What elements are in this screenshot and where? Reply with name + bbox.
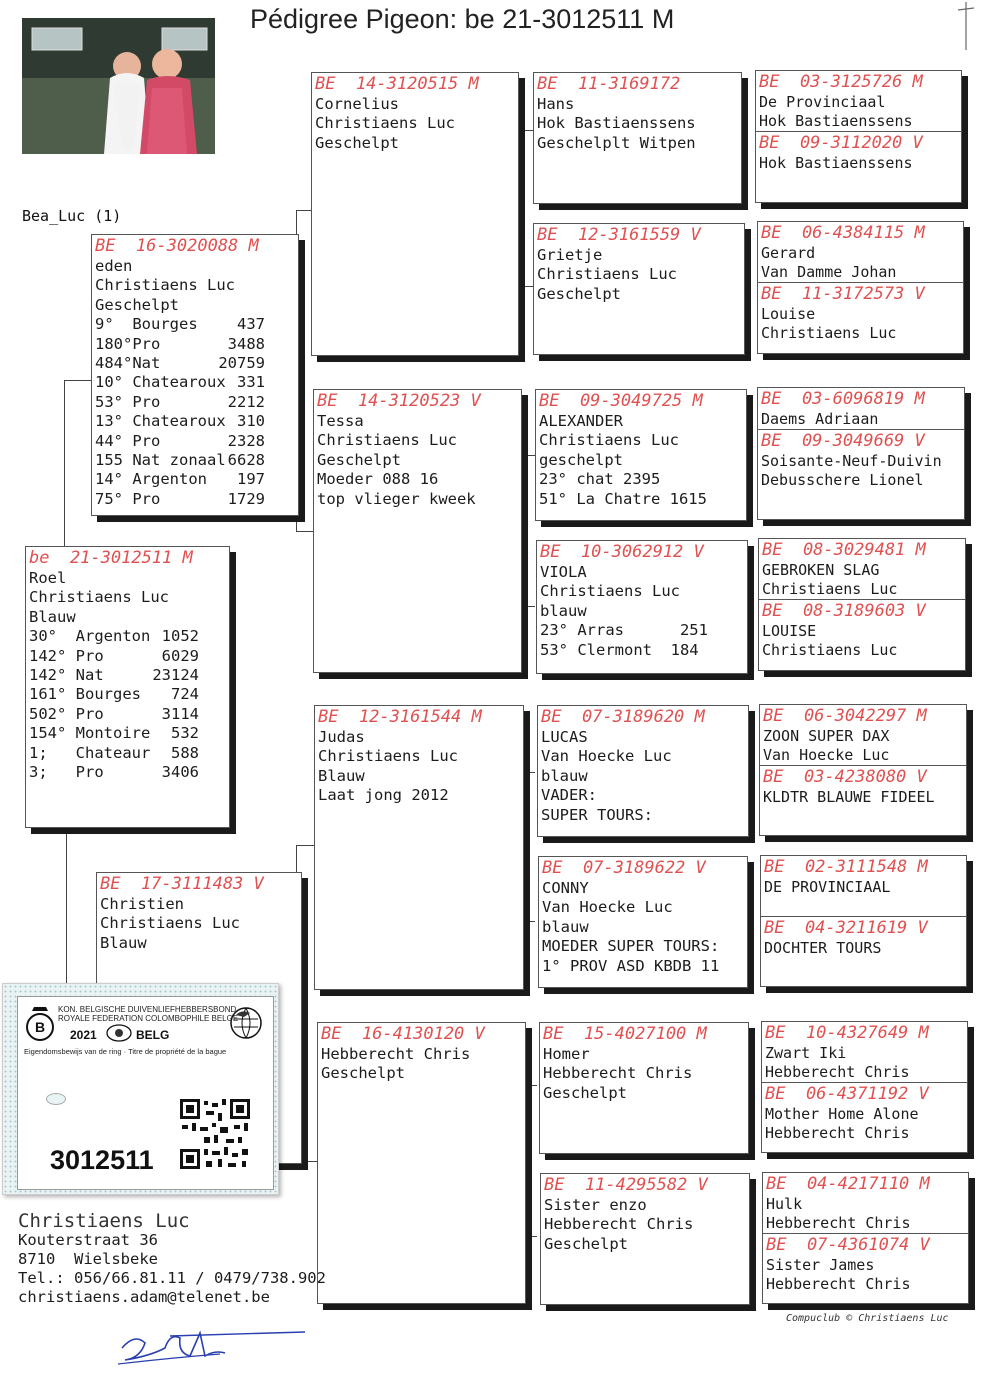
pigeon-owner: Christiaens Luc [317,431,457,450]
ring-year: 2021 [70,1028,97,1042]
pigeon-card-fm [313,389,522,673]
ring-number: BE 17-3111483 V [100,874,264,894]
ring-number: BE 06-3042297 M [763,706,927,726]
federation-logo [24,1003,56,1045]
pigeon-card-subject [25,546,230,828]
pigeon-color: Geschelpt [321,1064,405,1083]
pigeon-owner: Christiaens Luc [539,431,679,450]
ring-number: BE 03-3125726 M [759,72,923,92]
pigeon-name: LUCAS [541,728,588,746]
pigeon-name: Zwart Iki [765,1044,847,1062]
ring-number: BE 07-3189620 M [541,707,705,727]
pigeon-name: Roel [29,569,67,587]
result-row: 53° Pro 2212 [95,392,265,411]
owner-city: 8710 Wielsbeke [18,1250,158,1268]
pigeon-owner: Hok Bastiaenssens [759,154,913,172]
pigeon-pair-7 [761,1021,968,1153]
ring-number: BE 06-4384115 M [761,223,925,243]
ring-number: BE 14-3120523 V [317,391,481,411]
owner-street: Kouterstraat 36 [18,1231,158,1249]
pigeon-card-ff [311,72,519,356]
pigeon-name: Christien [100,895,184,913]
pigeon-name: Hulk [766,1195,803,1213]
pigeon-name: ZOON SUPER DAX [763,727,890,745]
ring-number: BE 16-3020088 M [95,236,259,256]
pigeon-card-fmf [535,389,747,521]
pigeon-name: CONNY [542,879,589,897]
pigeon-owner: Hok Bastiaenssens [537,114,696,133]
result-row: 180°Pro 3488 [95,334,265,353]
result-row: 75° Pro 1729 [95,489,265,508]
pigeon-owner: Van Hoecke Luc [541,747,672,766]
pigeon-color: Geschelpt [315,133,399,152]
pigeon-pair-2 [757,221,964,354]
pigeon-note: 1° PROV ASD KBDB 11 [542,956,720,975]
pigeon-note: Laat jong 2012 [318,786,449,805]
pigeon-color: Geschelpt [537,284,621,303]
result-row: 14° Argenton 197 [95,470,265,489]
ring-number: BE 04-4217110 M [766,1174,930,1194]
ring-number: BE 14-3120515 M [315,74,479,94]
pigeon-name: Tessa [317,412,364,430]
pigeon-color: blauw [540,601,587,620]
pigeon-note: top vlieger kweek [317,489,476,508]
ring-number: BE 08-3029481 M [762,540,926,560]
pigeon-color: Blauw [100,933,147,952]
result-row: 3; Pro 3406 [29,763,199,782]
pigeon-owner: Hebberecht Chris [766,1214,911,1232]
loft-label: Bea_Luc (1) [22,207,122,225]
pigeon-card-mm [317,1022,526,1304]
connector [518,130,533,287]
result-row: 142° Pro 6029 [29,646,199,665]
pigeon-color: Geschelplt Witpen [537,133,696,152]
ring-number: BE 16-4130120 V [321,1024,485,1044]
pigeon-name: GEBROKEN SLAG [762,561,880,579]
pigeon-name: Judas [318,728,365,746]
connector [66,830,99,990]
federation-name-nl: KON. BELGISCHE DUIVENLIEFHEBBERSBOND [58,1005,237,1014]
result-row: 161° Bourges 724 [29,685,199,704]
ring-number: BE 11-3169172 [537,74,681,94]
pigeon-name: eden [95,257,133,275]
pigeon-owner: Christiaens Luc [761,324,897,342]
pigeon-owner: Hebberecht Chris [544,1215,694,1234]
pigeon-card-mmm [540,1173,750,1305]
result-row: 142° Nat 23124 [29,666,199,685]
pigeon-owner: Christiaens Luc [318,747,458,766]
pigeon-owner: Christiaens Luc [95,276,235,295]
owner-photo [22,18,215,154]
pigeon-name: De Provinciaal [759,93,886,111]
pigeon-pair-4 [758,538,966,671]
pigeon-owner: Christiaens Luc [540,582,680,601]
pigeon-color: blauw [542,917,589,936]
pigeon-card-fff [533,72,742,204]
pigeon-name: LOUISE [762,622,817,640]
pigeon-note: Moeder 088 16 [317,470,439,489]
ring-number: BE 06-4371192 V [765,1084,929,1104]
pigeon-owner: Hebberecht Chris [765,1124,910,1142]
pigeon-card-mff [537,705,749,837]
pigeon-color: geschelpt [539,450,623,469]
pigeon-note: 23° chat 2395 [539,470,661,489]
pigeon-owner: Hebberecht Chris [765,1063,910,1081]
pigeon-name: Grietje [537,246,603,264]
pigeon-card-mmf [539,1022,749,1154]
pigeon-color: Geschelpt [95,295,179,314]
pigeon-color: Geschelpt [544,1234,628,1253]
pigeon-color: Blauw [29,607,76,626]
qr-code [178,1097,252,1171]
pigeon-name: ALEXANDER [539,412,623,430]
pigeon-note: 51° La Chatre 1615 [539,489,707,508]
ring-number: BE 04-3211619 V [764,918,928,938]
pigeon-owner: Christiaens Luc [100,914,240,933]
pigeon-owner: Van Damme Johan [761,263,897,281]
ring-number: BE 07-4361074 V [766,1235,930,1255]
pigeon-name: Soisante-Neuf-Duivin [761,452,942,470]
ring-number: BE 03-6096819 M [761,389,925,409]
ring-number: BE 11-3172573 V [761,284,925,304]
result-row: 30° Argenton 1052 [29,627,199,646]
pigeon-color: blauw [541,766,588,785]
pigeon-color: Geschelpt [317,450,401,469]
pigeon-note: 23° Arras 251 [540,621,708,640]
pigeon-note: SUPER TOURS: [541,805,653,824]
pigeon-pair-6 [760,855,967,987]
pigeon-owner: Hebberecht Chris [321,1045,471,1063]
pigeon-owner: Christiaens Luc [29,588,169,607]
pigeon-name: Homer [543,1045,590,1063]
result-row: 10° Chatearoux 331 [95,373,265,392]
federation-name-fr: ROYALE FEDERATION COLOMBOPHILE BELGE [58,1014,239,1023]
ring-number: BE 07-3189622 V [542,858,706,878]
ring-number: be 21-3012511 M [29,548,193,568]
pigeon-color: Geschelpt [543,1083,627,1102]
owner-phone: Tel.: 056/66.81.11 / 0479/738.902 [18,1269,326,1287]
pigeon-owner: Christiaens Luc [762,580,898,598]
pigeon-card-mf [314,705,524,990]
pigeon-owner: Hok Bastiaenssens [759,112,913,130]
pigeon-name: Cornelius [315,95,399,113]
ring-number: BE 02-3111548 M [764,857,928,877]
ring-number: BE 11-4295582 V [544,1175,708,1195]
ring-ownership-card [2,983,279,1195]
result-row: 154° Montoire 532 [29,724,199,743]
pigeon-name: Mother Home Alone [765,1105,919,1123]
pigeon-card-ffm [533,223,745,355]
pigeon-card-fmm [536,540,748,674]
result-row: 502° Pro 3114 [29,704,199,723]
fci-logo [228,1005,264,1041]
result-row: 484°Nat 20759 [95,354,265,373]
ring-number: BE 09-3049669 V [761,431,925,451]
pigeon-owner: Van Hoecke Luc [542,898,673,917]
signature [110,1318,310,1368]
pigeon-owner: Christiaens Luc [315,114,455,133]
pigeon-note: MOEDER SUPER TOURS: [542,937,720,956]
hole [46,1093,66,1105]
ring-number: BE 09-3112020 V [759,133,923,153]
pigeon-name: Sister James [766,1256,875,1274]
pigeon-owner: Daems Adriaan [761,410,879,428]
footer-credit: Compuclub © Christiaens Luc [786,1313,949,1324]
belgium-emblem [106,1023,132,1043]
card-subtitle: Eigendomsbewijs van de ring · Titre de propriété de la bague [24,1047,227,1056]
pigeon-owner: Christiaens Luc [762,641,898,659]
pigeon-note: 53° Clermont 184 [540,640,699,659]
pigeon-name: Hans [537,95,575,113]
pigeon-owner: Christiaens Luc [537,265,677,284]
page-title: Pédigree Pigeon: be 21-3012511 M [250,4,675,34]
pigeon-note: VADER: [541,786,597,805]
pigeon-owner: Hebberecht Chris [766,1275,911,1293]
ring-number: BE 09-3049725 M [539,391,703,411]
pigeon-owner: Debusschere Lionel [761,471,924,489]
result-row: 9° Bourges 437 [95,315,265,334]
pigeon-name: Sister enzo [544,1196,647,1214]
pigeon-name: DOCHTER TOURS [764,939,882,957]
ring-country: BELG [136,1028,170,1042]
pigeon-pair-5 [759,704,967,836]
ring-number: BE 15-4027100 M [543,1024,707,1044]
pigeon-color: Blauw [318,766,365,785]
result-row: 155 Nat zonaal 6628 [95,451,265,470]
corner-mark [958,2,974,50]
ring-number: BE 10-4327649 M [765,1023,929,1043]
ring-number: BE 10-3062912 V [540,542,704,562]
result-row: 1; Chateaur 588 [29,743,199,762]
pigeon-owner: Hebberecht Chris [543,1064,693,1083]
owner-address [18,1212,338,1307]
ring-number: BE 08-3189603 V [762,601,926,621]
result-row: 44° Pro 2328 [95,431,265,450]
pigeon-pair-8 [762,1172,969,1304]
pigeon-name: Louise [761,305,816,323]
pigeon-name: VIOLA [540,563,587,581]
card-inner [17,996,274,1190]
owner-email: christiaens.adam@telenet.be [18,1288,270,1306]
ring-number: BE 12-3161559 V [537,225,701,245]
card-ring-number: 3012511 [50,1145,154,1175]
owner-name: Christiaens Luc [18,1210,190,1232]
connector [520,455,535,607]
pigeon-name: DE PROVINCIAAL [764,878,891,896]
pigeon-pair-3 [757,387,965,520]
pigeon-pair-1 [755,70,962,203]
pigeon-card-father [91,234,299,516]
pigeon-card-mfm [538,856,748,988]
pigeon-name: KLDTR BLAUWE FIDEEL [763,788,935,806]
result-row: 13° Chatearoux 310 [95,412,265,431]
ring-number: BE 12-3161544 M [318,707,482,727]
ring-number: BE 03-4238080 V [763,767,927,787]
pigeon-owner: Van Hoecke Luc [763,746,890,764]
pigeon-name: Gerard [761,244,816,262]
svg-text:B: B [34,1019,46,1035]
